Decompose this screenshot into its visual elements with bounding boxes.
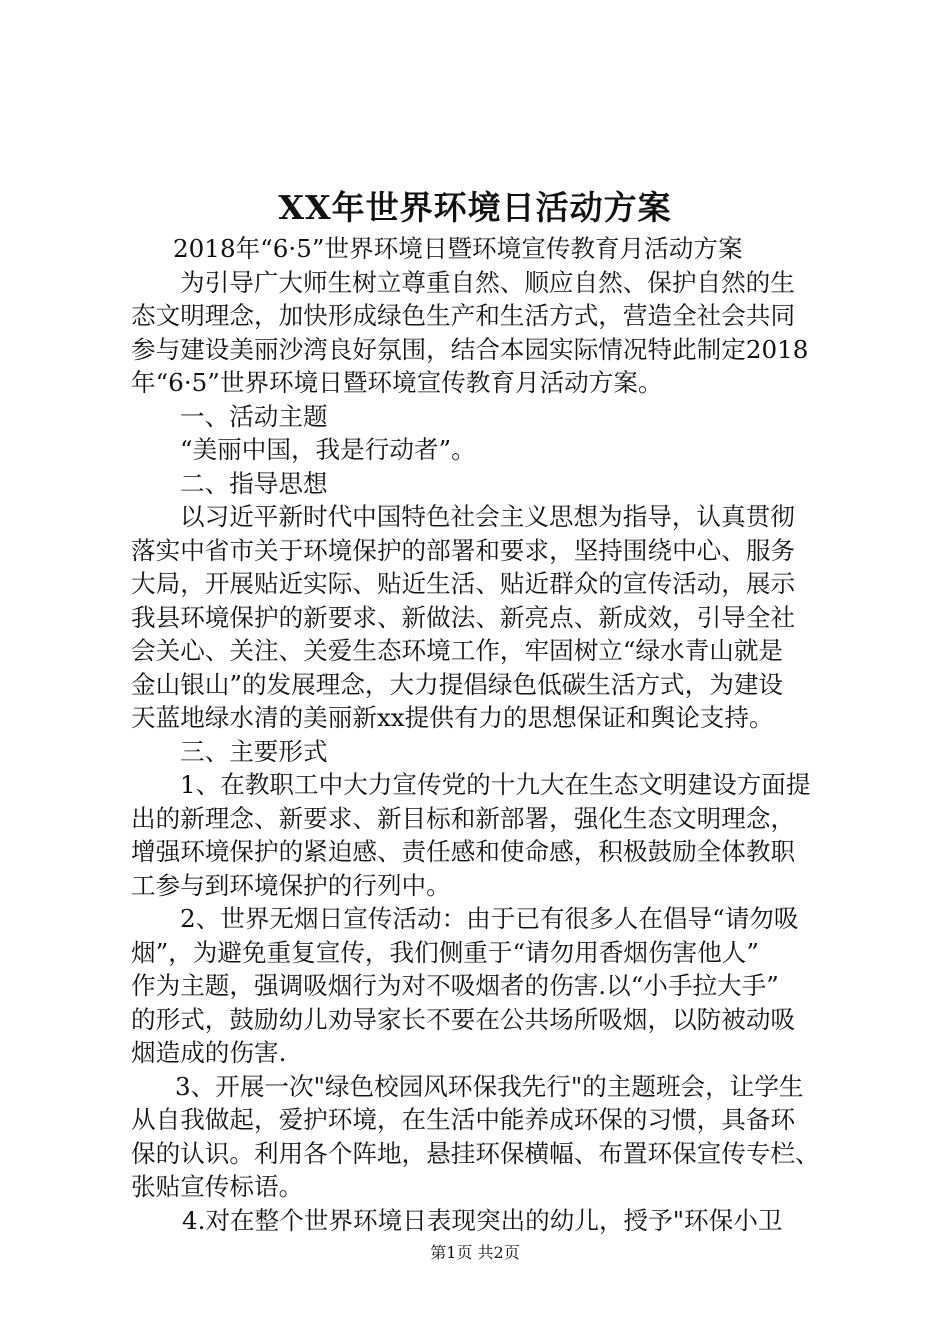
section-heading: 一、活动主题: [180, 401, 328, 431]
document-body: [131, 232, 831, 1237]
paragraph-line: 1、在教职工中大力宣传党的十九大在生态文明建设方面提: [180, 770, 811, 799]
section-heading: 二、指导思想: [180, 468, 328, 498]
paragraph-line: 以习近平新时代中国特色社会主义思想为指导，认真贯彻: [180, 502, 795, 531]
paragraph-line: 保的认识。利用各个阵地，悬挂环保横幅、布置环保宣传专栏、: [131, 1138, 820, 1168]
paragraph-line: 增强环境保护的紧迫感、责任感和使命感，积极鼓励全体教职: [131, 837, 796, 866]
paragraph-line: 工参与到环境保护的行列中。: [131, 870, 451, 900]
paragraph-line: 3、开展一次"绿色校园风环保我先行"的主题班会，让学生: [175, 1071, 804, 1101]
paragraph-line: 我县环境保护的新要求、新做法、新亮点、新成效，引导全社: [131, 602, 796, 632]
section-heading: 三、主要形式: [180, 736, 328, 766]
paragraph-line: 大局，开展贴近实际、贴近生活、贴近群众的宣传活动，展示: [131, 569, 796, 598]
paragraph-line: 出的新理念、新要求、新目标和新部署，强化生态文明理念，: [131, 803, 796, 833]
document-title: XX年世界环境日活动方案: [278, 188, 672, 227]
paragraph-line: 参与建设美丽沙湾良好氛围，结合本园实际情况特此制定2018: [131, 334, 809, 364]
paragraph-line: “美丽中国，我是行动者”。: [180, 435, 476, 464]
paragraph-line: 年“6·5”世界环境日暨环境宣传教育月活动方案。: [131, 368, 663, 397]
paragraph-line: 张贴宣传标语。: [131, 1172, 304, 1201]
paragraph-line: 4.对在整个世界环境日表现突出的幼儿，授予"环保小卫: [182, 1205, 783, 1235]
paragraph-line: 烟”，为避免重复宣传，我们侧重于“请勿用香烟伤害他人”: [131, 937, 759, 967]
paragraph-line: 态文明理念，加快形成绿色生产和生活方式，营造全社会共同: [131, 301, 796, 330]
paragraph-line: 金山银山”的发展理念，大力提倡绿色低碳生活方式，为建设: [131, 669, 784, 699]
paragraph-line: 落实中省市关于环境保护的部署和要求，坚持围绕中心、服务: [131, 535, 796, 565]
paragraph-line: 会关心、关注、关爱生态环境工作，牢固树立“绿水青山就是: [131, 636, 784, 665]
paragraph-line: 的形式，鼓励幼儿劝导家长不要在公共场所吸烟，以防被动吸: [131, 1004, 796, 1034]
paragraph-line: 2、世界无烟日宣传活动：由于已有很多人在倡导“请勿吸: [180, 904, 799, 933]
paragraph-line: 为引导广大师生树立尊重自然、顺应自然、保护自然的生: [180, 267, 795, 297]
page-number-footer: 第1页 共2页: [430, 1243, 520, 1262]
subtitle-line: 2018年“6·5”世界环境日暨环境宣传教育月活动方案: [173, 234, 743, 263]
paragraph-line: 从自我做起，爱护环境，在生活中能养成环保的习惯，具备环: [131, 1105, 796, 1134]
paragraph-line: 作为主题，强调吸烟行为对不吸烟者的伤害.以“小手拉大手”: [131, 971, 779, 1000]
paragraph-line: 天蓝地绿水清的美丽新xx提供有力的思想保证和舆论支持。: [131, 703, 774, 732]
paragraph-line: 烟造成的伤害.: [131, 1038, 287, 1067]
